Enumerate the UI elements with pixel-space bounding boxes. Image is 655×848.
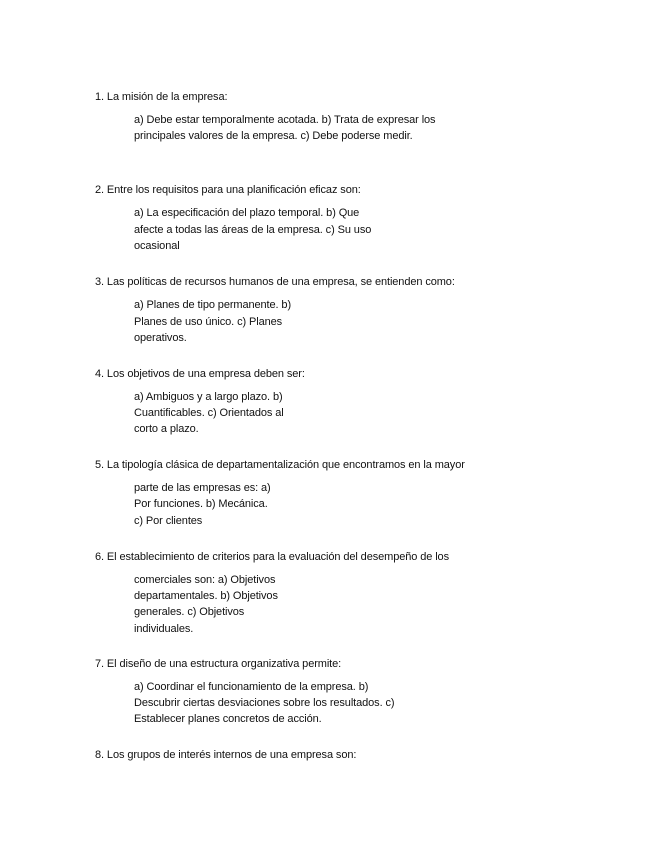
question-2-answer-line-1: a) La especificación del plazo temporal. b) Que — [134, 207, 360, 219]
question-6: 6. El establecimiento de criterios para la evaluación del desempeño de los — [95, 551, 449, 563]
question-2-answer-line-3: ocasional — [134, 240, 180, 252]
question-1-answer-line-1: a) Debe estar temporalmente acotada. b) Trata de expresar los — [134, 114, 436, 126]
question-6-answer-line-1: comerciales son: a) Objetivos — [134, 574, 276, 586]
question-3-answer-line-2: Planes de uso único. c) Planes — [134, 316, 283, 328]
question-5-answer-line-3: c) Por clientes — [134, 515, 203, 527]
question-2-answer-line-2: afecte a todas las áreas de la empresa. c) Su uso — [134, 224, 372, 236]
question-3-answer-line-1: a) Planes de tipo permanente. b) — [134, 299, 292, 311]
question-8: 8. Los grupos de interés internos de una empresa son: — [95, 749, 357, 761]
question-7-answer-line-2: Descubrir ciertas desviaciones sobre los resultados. c) — [134, 697, 395, 709]
question-5-answer-line-1: parte de las empresas es: a) — [134, 482, 271, 494]
question-7-answer-line-1: a) Coordinar el funcionamiento de la empresa. b) — [134, 681, 369, 693]
question-1: 1. La misión de la empresa: — [95, 91, 228, 103]
question-4-answer-line-1: a) Ambiguos y a largo plazo. b) — [134, 391, 283, 403]
question-3-answer-line-3: operativos. — [134, 332, 187, 344]
question-7-answer-line-3: Establecer planes concretos de acción. — [134, 713, 322, 725]
question-3: 3. Las políticas de recursos humanos de una empresa, se entienden como: — [95, 276, 455, 288]
question-2: 2. Entre los requisitos para una planificación eficaz son: — [95, 184, 361, 196]
question-6-answer-line-4: individuales. — [134, 623, 194, 635]
question-6-answer-line-2: departamentales. b) Objetivos — [134, 590, 278, 602]
question-5: 5. La tipología clásica de departamentalización que encontramos en la mayor — [95, 459, 465, 471]
question-4-answer-line-2: Cuantificables. c) Orientados al — [134, 407, 284, 419]
question-6-answer-line-3: generales. c) Objetivos — [134, 606, 245, 618]
question-7: 7. El diseño de una estructura organizativa permite: — [95, 658, 342, 670]
question-4-answer-line-3: corto a plazo. — [134, 423, 199, 435]
question-5-answer-line-2: Por funciones. b) Mecánica. — [134, 498, 268, 510]
question-4: 4. Los objetivos de una empresa deben ser: — [95, 368, 305, 380]
question-1-answer-line-2: principales valores de la empresa. c) Debe poderse medir. — [134, 130, 413, 142]
